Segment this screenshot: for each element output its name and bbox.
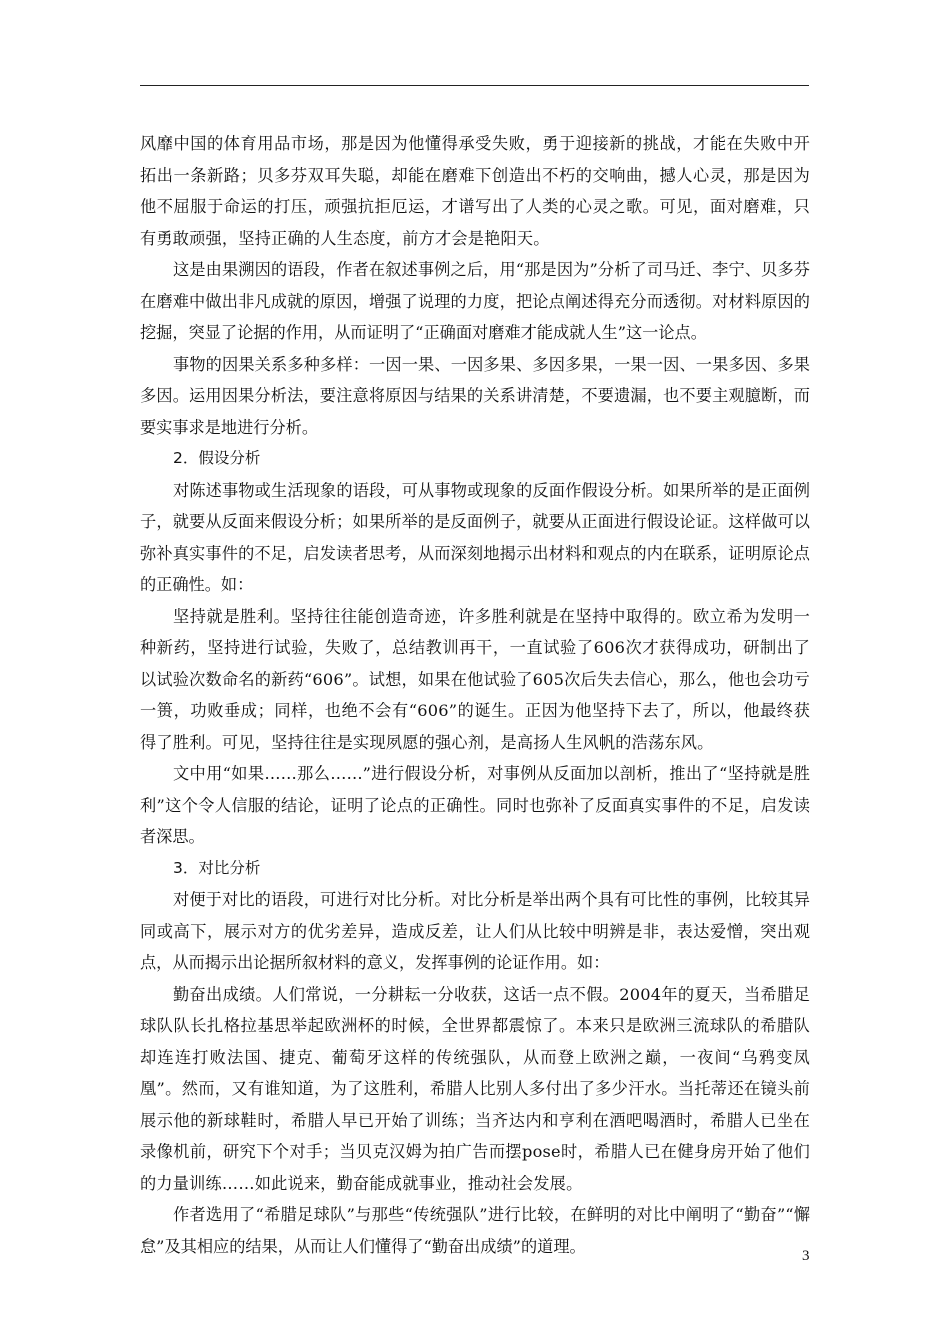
example-paragraph-cause: 风靡中国的体育用品市场，那是因为他懂得承受失败，勇于迎接新的挑战，才能在失败中开拓出一条新路；贝多芬双耳失聪，却能在磨难下创造出不朽的交响曲，撼人心灵，那是因为他不屈服于命运的打压，顽强抗拒厄运，才谱写出了人类的心灵之歌。可见，面对磨难，只有勇敢顽强，坚持正确的人生态度，前方才会是艳阳天。 [140, 134, 810, 248]
section-heading-contrast: 3．对比分析 [173, 858, 261, 877]
example-paragraph-hypothesis: 坚持就是胜利。坚持往往能创造奇迹，许多胜利就是在坚持中取得的。欧立希为发明一种新药，坚持进行试验，失败了，总结教训再干，一直试验了606次才获得成功，研制出了以试验次数命名的新药“606”。试想，如果在他试验了605次后失去信心，那么，他也会功亏一篑，功败垂成；同样，也绝不会有“606”的诞生。正因为他坚持下去了，所以，他最终获得了胜利。可见，坚持往往是实现夙愿的强心剂，是高扬人生风帆的浩荡东风。 [140, 606, 810, 752]
example-paragraph-contrast: 勤奋出成绩。人们常说，一分耕耘一分收获，这话一点不假。2004年的夏天，当希腊足球队队长扎格拉基思举起欧洲杯的时候，全世界都震惊了。本来只是欧洲三流球队的希腊队却连连打败法国、捷克、葡萄牙这样的传统强队，从而登上欧洲之巅，一夜间“乌鸦变凤凰”。然而，又有谁知道，为了这胜利，希腊人比别人多付出了多少汗水。当托蒂还在镜头前展示他的新球鞋时，希腊人早已开始了训练；当齐达内和亨利在酒吧喝酒时，希腊人已坐在录像机前，研究下个对手；当贝克汉姆为拍广告而摆pose时，希腊人已在健身房开始了他们的力量训练……如此说来，勤奋能成就事业，推动社会发展。 [140, 984, 810, 1193]
body-paragraph-causality: 事物的因果关系多种多样：一因一果、一因多果、多因多果，一果一因、一果多因、多果多因。运用因果分析法，要注意将原因与结果的关系讲清楚，不要遗漏，也不要主观臆断，而要实事求是地进行分析。 [140, 354, 810, 437]
body-paragraph-contrast: 对便于对比的语段，可进行对比分析。对比分析是举出两个具有可比性的事例，比较其异同或高下，展示对方的优劣差异，造成反差，让人们从比较中明辨是非，表达爱憎，突出观点，从而揭示出论据所叙材料的意义，发挥事例的论证作用。如： [140, 890, 810, 972]
header-rule [140, 85, 809, 86]
analysis-paragraph-hypothesis: 文中用“如果……那么……”进行假设分析，对事例从反面加以剖析，推出了“坚持就是胜利”这个令人信服的结论，证明了论点的正确性。同时也弥补了反面真实事件的不足，启发读者深思。 [140, 764, 810, 846]
page-number: 3 [802, 1248, 810, 1264]
analysis-paragraph-cause: 这是由果溯因的语段，作者在叙述事例之后，用“那是因为”分析了司马迁、李宁、贝多芬在磨难中做出非凡成就的原因，增强了说理的力度，把论点阐述得充分而透彻。对材料原因的挖掘，突显了论据的作用，从而证明了“正确面对磨难才能成就人生”这一论点。 [140, 260, 810, 342]
section-heading-hypothesis: 2．假设分析 [173, 449, 261, 467]
body-paragraph-hypothesis: 对陈述事物或生活现象的语段，可从事物或现象的反面作假设分析。如果所举的是正面例子，就要从反面来假设分析；如果所举的是反面例子，就要从正面进行假设论证。这样做可以弥补真实事件的不足，启发读者思考，从而深刻地揭示出材料和观点的内在联系，证明原论点的正确性。如： [140, 480, 810, 594]
page-content [140, 128, 810, 1262]
analysis-paragraph-contrast: 作者选用了“希腊足球队”与那些“传统强队”进行比较，在鲜明的对比中阐明了“勤奋”“懈怠”及其相应的结果，从而让人们懂得了“勤奋出成绩”的道理。 [140, 1205, 810, 1256]
